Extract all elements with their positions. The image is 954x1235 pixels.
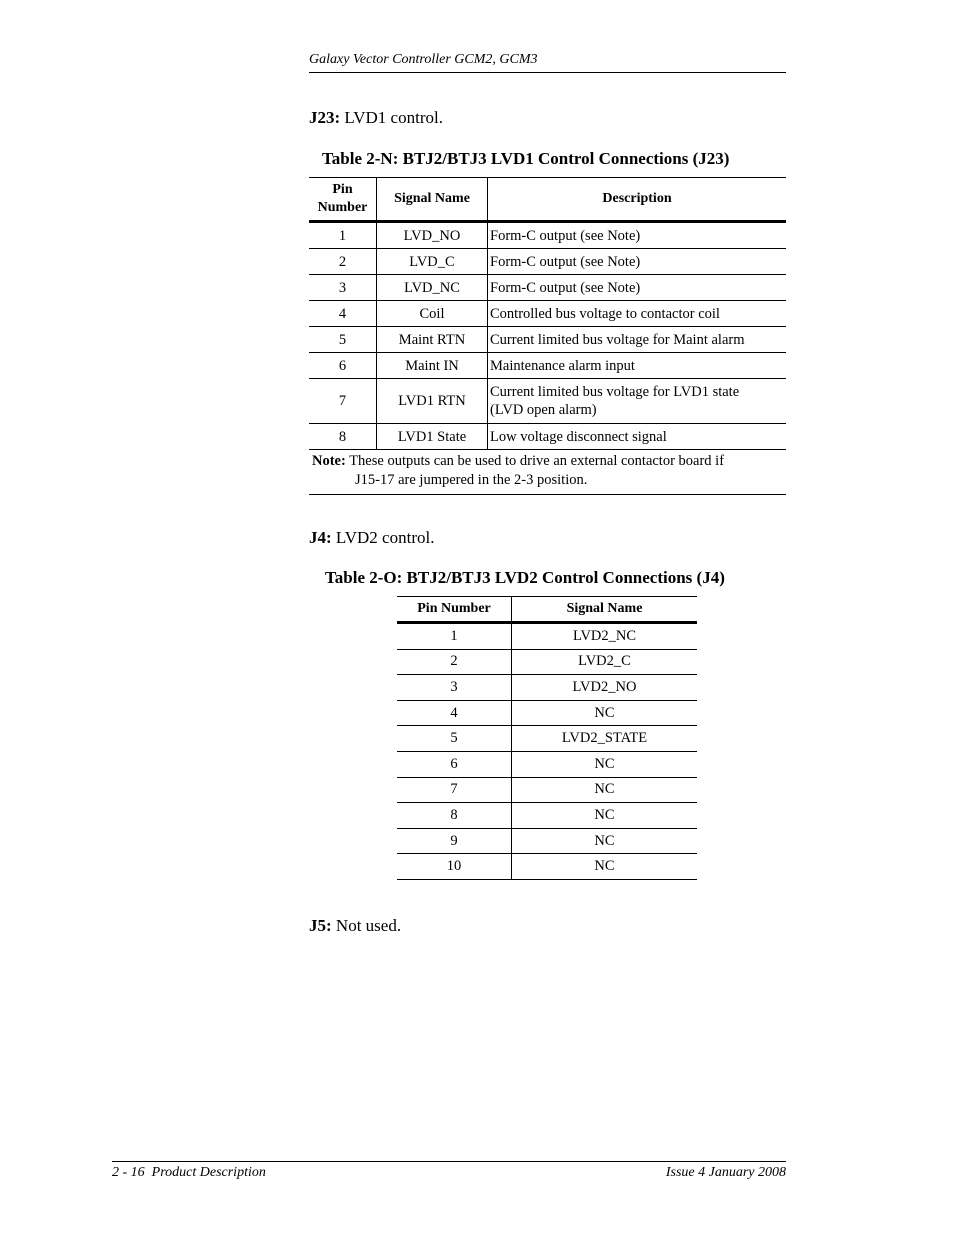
signal-cell: NC [512, 751, 698, 777]
pin-cell: 8 [309, 424, 377, 450]
signal-cell: LVD_NC [377, 275, 488, 301]
table-o [397, 596, 697, 880]
table-row [309, 327, 786, 353]
pin-cell: 1 [309, 222, 377, 249]
pin-cell: 10 [397, 854, 512, 880]
j5-heading [309, 916, 401, 936]
pin-cell: 8 [397, 803, 512, 829]
description-cell [488, 379, 787, 424]
pin-header-line2: Number [317, 200, 368, 215]
pin-cell: 1 [397, 623, 512, 650]
pin-cell: 9 [397, 828, 512, 854]
table-row [397, 828, 697, 854]
pin-cell: 5 [309, 327, 377, 353]
table-row [397, 803, 697, 829]
table-n-caption: Table 2-N: BTJ2/BTJ3 LVD1 Control Connections (J23) [322, 149, 730, 168]
table-row [397, 623, 697, 650]
pin-cell: 6 [309, 353, 377, 379]
pin-number-header [309, 178, 377, 222]
footer-right: Issue 4 January 2008 [665, 1165, 786, 1180]
j4-heading [309, 528, 434, 548]
table-row [309, 301, 786, 327]
j23-heading [309, 108, 443, 128]
signal-cell: LVD_C [377, 249, 488, 275]
description-cell: Form-C output (see Note) [488, 249, 787, 275]
j23-label: J23: [309, 108, 341, 127]
table-row [309, 275, 786, 301]
description-line2: (LVD open alarm) [490, 402, 597, 418]
footer-left: 2 - 16 Product Description [112, 1165, 266, 1180]
j23-text: LVD1 control. [340, 108, 443, 127]
signal-cell: Maint RTN [377, 327, 488, 353]
signal-cell: NC [512, 803, 698, 829]
pin-cell: 2 [397, 649, 512, 675]
table-row [309, 222, 786, 249]
table-row [309, 379, 786, 424]
table-row [309, 353, 786, 379]
table-row [397, 675, 697, 701]
description-cell: Form-C output (see Note) [488, 275, 787, 301]
signal-cell: LVD1 State [377, 424, 488, 450]
description-cell: Maintenance alarm input [488, 353, 787, 379]
pin-header-line1: Pin [332, 182, 353, 197]
running-header: Galaxy Vector Controller GCM2, GCM3 [309, 51, 786, 73]
description-cell: Low voltage disconnect signal [488, 424, 787, 450]
table-row [397, 777, 697, 803]
signal-cell: LVD2_STATE [512, 726, 698, 752]
pin-cell: 6 [397, 751, 512, 777]
pin-cell: 7 [309, 379, 377, 424]
description-cell: Controlled bus voltage to contactor coil [488, 301, 787, 327]
table-header-row [309, 178, 786, 222]
pin-cell: 5 [397, 726, 512, 752]
j4-text: LVD2 control. [331, 528, 435, 547]
pin-cell: 7 [397, 777, 512, 803]
description-line1: Current limited bus voltage for LVD1 state [490, 384, 740, 400]
signal-cell: LVD_NO [377, 222, 488, 249]
note-line2: J15-17 are jumpered in the 2-3 position. [355, 472, 588, 488]
table-row [309, 424, 786, 450]
table-row [397, 854, 697, 880]
j5-label: J5: [309, 916, 332, 935]
signal-cell: NC [512, 854, 698, 880]
table-row [309, 249, 786, 275]
table-n [309, 177, 786, 495]
signal-cell: NC [512, 828, 698, 854]
pin-number-header: Pin Number [397, 597, 512, 623]
pin-cell: 3 [397, 675, 512, 701]
signal-cell: NC [512, 777, 698, 803]
table-row [397, 649, 697, 675]
table-note-row [309, 450, 786, 495]
signal-name-header: Signal Name [377, 178, 488, 222]
signal-cell: LVD2_NC [512, 623, 698, 650]
signal-cell: NC [512, 700, 698, 726]
description-header: Description [488, 178, 787, 222]
j4-label: J4: [309, 528, 332, 547]
table-header-row [397, 597, 697, 623]
signal-cell: LVD2_NO [512, 675, 698, 701]
table-row [397, 726, 697, 752]
signal-name-header: Signal Name [512, 597, 698, 623]
signal-cell: LVD2_C [512, 649, 698, 675]
signal-cell: Coil [377, 301, 488, 327]
signal-cell: LVD1 RTN [377, 379, 488, 424]
table-o-caption: Table 2-O: BTJ2/BTJ3 LVD2 Control Connections (J4) [325, 568, 725, 587]
description-cell: Form-C output (see Note) [488, 222, 787, 249]
pin-cell: 2 [309, 249, 377, 275]
note-line1: These outputs can be used to drive an external contactor board if [345, 453, 725, 469]
description-cell: Current limited bus voltage for Maint alarm [488, 327, 787, 353]
note-label: Note: [312, 453, 346, 469]
running-footer [112, 1161, 786, 1182]
pin-cell: 4 [309, 301, 377, 327]
table-note [309, 450, 786, 495]
pin-cell: 4 [397, 700, 512, 726]
table-row [397, 700, 697, 726]
table-row [397, 751, 697, 777]
signal-cell: Maint IN [377, 353, 488, 379]
pin-cell: 3 [309, 275, 377, 301]
j5-text: Not used. [331, 916, 402, 935]
